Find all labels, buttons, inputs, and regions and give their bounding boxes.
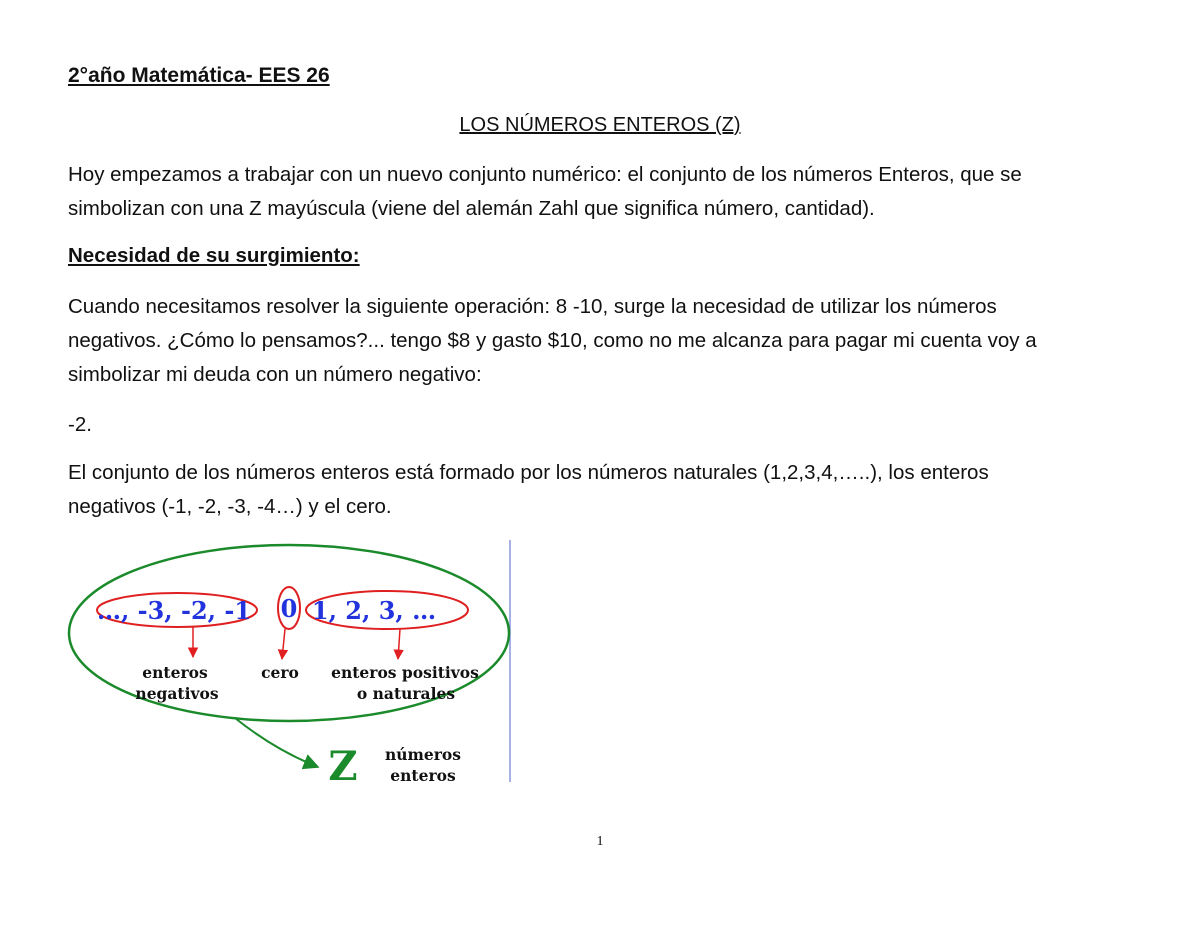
integers-diagram	[60, 535, 520, 790]
label-positives-line1: enteros positivos	[331, 663, 479, 682]
need-line-1: Cuando necesitamos resolver la siguiente operación: 8 -10, surge la necesidad de utilizar los números	[68, 295, 997, 318]
section-heading: Necesidad de su surgimiento:	[68, 244, 360, 267]
intro-line-1: Hoy empezamos a trabajar con un nuevo conjunto numérico: el conjunto de los números Enteros, que se	[68, 163, 1022, 186]
zero-arrow	[282, 629, 285, 659]
negatives-text: …, -3, -2, -1	[96, 596, 252, 625]
set-arrow	[235, 718, 318, 767]
set-symbol: Z	[328, 743, 358, 790]
result-value: -2.	[68, 413, 92, 436]
label-positives-line2: o naturales	[356, 684, 456, 703]
label-zero: cero	[261, 663, 299, 682]
course-header: 2°año Matemática- EES 26	[68, 64, 330, 87]
label-negatives-line1: enteros	[142, 663, 208, 682]
set-label-line1: números	[384, 745, 462, 764]
need-paragraph	[68, 290, 1148, 392]
positives-text: 1, 2, 3, …	[311, 596, 437, 625]
set-label-line2: enteros	[390, 766, 456, 785]
set-line-1: El conjunto de los números enteros está formado por los números naturales (1,2,3,4,…..), los enteros	[68, 461, 989, 484]
intro-paragraph	[68, 158, 1148, 226]
label-negatives-line2: negativos	[135, 684, 219, 703]
intro-line-2: simbolizan con una Z mayúscula (viene del alemán Zahl que significa número, cantidad).	[68, 197, 875, 220]
set-line-2: negativos (-1, -2, -3, -4…) y el cero.	[68, 495, 392, 518]
positives-arrow	[398, 629, 400, 659]
set-paragraph	[68, 456, 1148, 524]
need-line-3: simbolizar mi deuda con un número negativo:	[68, 363, 482, 386]
page-number: 1	[596, 834, 604, 849]
need-line-2: negativos. ¿Cómo lo pensamos?... tengo $8 y gasto $10, como no me alcanza para pagar mi cuenta voy a	[68, 329, 1037, 352]
zero-text: 0	[280, 594, 298, 623]
document-title: LOS NÚMEROS ENTEROS (Z)	[459, 114, 741, 136]
